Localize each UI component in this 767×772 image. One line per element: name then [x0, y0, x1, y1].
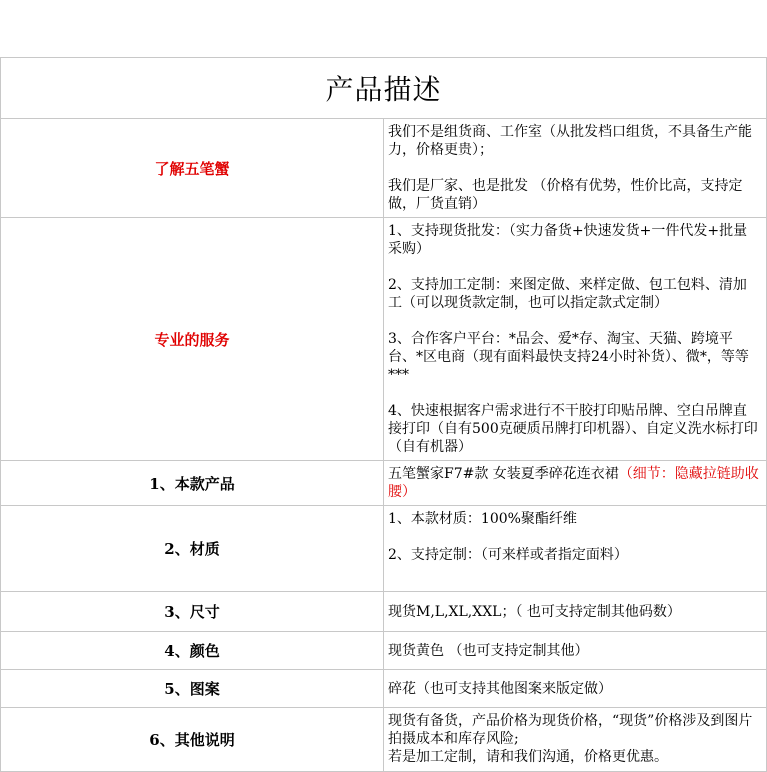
row-label-pattern: 5、图案 [1, 670, 384, 708]
table-row [1, 461, 767, 506]
row-label-size: 3、尺寸 [1, 592, 384, 632]
row-label-service: 专业的服务 [1, 218, 384, 461]
service-line-4: 4、快速根据客户需求进行不干胶打印贴吊牌、空白吊牌直接打印（自有500克硬质吊牌打印机器）、自定义洗水标打印（自有机器） [388, 403, 758, 455]
other-line-2: 若是加工定制，请和我们沟通，价格更优惠。 [388, 749, 668, 765]
row-content-pattern: 碎花（也可支持其他图案来版定做） [384, 670, 767, 708]
service-line-1: 1、支持现货批发：（实力备货+快速发货+一件代发+批量采购） [388, 223, 748, 257]
product-name: 五笔蟹家F7#款 女装夏季碎花连衣裙 [388, 466, 619, 482]
row-label-other: 6、其他说明 [1, 708, 384, 772]
service-line-3: 3、合作客户平台：*品会、爱*存、淘宝、天猫、跨境平台、*区电商（现有面料最快支持24小时补货）、微*，等等*** [388, 331, 749, 383]
row-label-color: 4、颜色 [1, 632, 384, 670]
product-detail-note: （细节：隐藏拉链助收腰） [388, 466, 759, 500]
row-content-material [384, 506, 767, 592]
other-line-1: 现货有备货，产品价格为现货价格，“现货”价格涉及到图片拍摄成本和库存风险; [388, 713, 753, 747]
table-row [1, 632, 767, 670]
title-row [1, 58, 767, 119]
table-row [1, 506, 767, 592]
row-content-service [384, 218, 767, 461]
row-content-other [384, 708, 767, 772]
table-row [1, 670, 767, 708]
table-row [1, 708, 767, 772]
service-line-2: 2、支持加工定制：来图定做、来样定做、包工包料、清加工（可以现货款定制，也可以指定款式定制） [388, 277, 747, 311]
about-line-2: 我们是厂家、也是批发 （价格有优势，性价比高，支持定做，厂货直销） [388, 178, 743, 212]
page-title: 产品描述 [1, 58, 767, 119]
table-row [1, 592, 767, 632]
row-content-product [384, 461, 767, 506]
about-line-1: 我们不是组货商、工作室（从批发档口组货，不具备生产能力，价格更贵）； [388, 124, 752, 158]
product-description-table [0, 57, 767, 772]
row-content-size: 现货M,L,XL,XXL；（ 也可支持定制其他码数） [384, 592, 767, 632]
row-label-product: 1、本款产品 [1, 461, 384, 506]
row-content-color: 现货黄色 （也可支持定制其他） [384, 632, 767, 670]
row-content-about [384, 119, 767, 218]
table-row [1, 119, 767, 218]
table-row [1, 218, 767, 461]
material-line-1: 1、本款材质：100%聚酯纤维 [388, 511, 577, 527]
material-line-2: 2、支持定制：（可来样或者指定面料） [388, 547, 628, 563]
row-label-material: 2、材质 [1, 506, 384, 592]
row-label-about: 了解五笔蟹 [1, 119, 384, 218]
